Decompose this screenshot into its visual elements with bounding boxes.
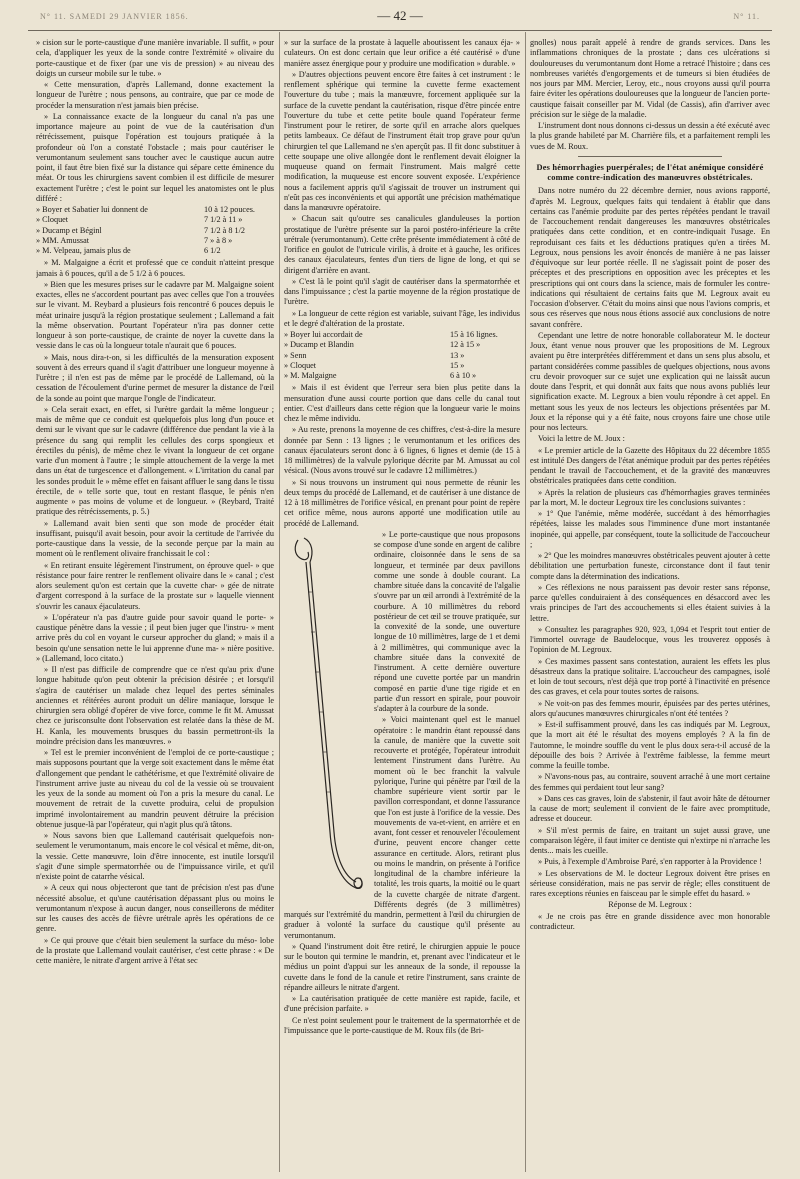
paragraph: Ce n'est point seulement pour le traitement de la spermatorrhée et de l'impuissance que le porte-caustique de M. Roux fils (de Bri- xyxy=(284,1015,520,1035)
table-cell-value: 15 à 16 lignes. xyxy=(450,330,498,339)
paragraph: « En retirant ensuite légèrement l'instrument, on éprouve quel- » que résistance pour faire rentrer le renflement olivaire dans le » canal ; c'est alors seulement qu'on est certain que la cuvette char- » gée de nitrate d'argent correspond à la surface de la prostate sur » laquelle viennent s'ouvrir les canaux éjaculateurs. xyxy=(36,560,274,611)
table-cell-value: 13 » xyxy=(450,350,465,360)
paragraph: » Tel est le premier inconvénient de l'emploi de ce porte-caustique ; mais supposons pourtant que la verge soit exactement dans le même état d'allongement que pendant le cathétérisme, et que l'extrémité olivaire de l'instrument arrive juste au niveau du col de la vessie où se trouvaient les yeux de la sonde au moment où l'on a pris la mesure du canal. Le mouvement de retrait de la cuvette produira, celui de propulsion imprimé involontairement au mandrin peuvent détruire la précision obtenue jusque-là par l'opérateur, qui n'agit plus qu'à tâtons. xyxy=(36,748,274,829)
paragraph: » cision sur le porte-caustique d'une manière invariable. Il suffit, » pour cela, d'appliquer les yeux de la sonde contre l'extrémité » olivaire du porte-caustique et de fixer (par une vis de pression) » au niveau des doigts un curseur mobile sur le tube. » xyxy=(36,38,274,78)
urethra-length-table xyxy=(36,205,274,256)
paragraph: » Nous savons bien que Lallemand cautérisait quelquefois non-seulement le verumontanum, mais encore le col vésical et même, dit-on, la vessie. Cette manœuvre, loin d'être innocente, est inutile lorsqu'il s'agit d'une simple spermatorrhée ou de l'impuissance virile, et qu'il n'existe point de catarrhe vésical. xyxy=(36,831,274,881)
paragraph: » N'avons-nous pas, au contraire, souvent arraché à une mort certaine des femmes qui perdaient tout leur sang? xyxy=(530,772,770,792)
paragraph: » La longueur de cette région est variable, suivant l'âge, les individus et le degré d'altération de la prostate. xyxy=(284,308,520,328)
table-cell-value: 10 à 12 pouces. xyxy=(204,205,255,214)
table-cell-name: » Cloquet xyxy=(284,360,317,370)
table-cell-name: » Cloquet xyxy=(36,215,69,225)
paragraph: » Ne voit-on pas des femmes mourir, épuisées par des pertes utérines, alors qu'aucunes manœuvres chirurgicales n'ont été tentées ? xyxy=(530,698,770,718)
section-rule xyxy=(578,156,722,157)
running-head-left: N° 11. SAMEDI 29 JANVIER 1856. xyxy=(40,12,189,21)
table-row xyxy=(284,371,520,381)
table-cell-name: » Ducamp et Béginl xyxy=(36,225,102,235)
table-row xyxy=(284,340,520,350)
paragraph: L'instrument dont nous donnons ci-dessus un dessin a été exécuté avec la plus grande habileté par M. Charrière fils, et a parfaitement rempli les vues de M. Roux. xyxy=(530,121,770,151)
reply-heading: Réponse de M. Legroux : xyxy=(608,900,692,910)
paragraph: » Mais il est évident que l'erreur sera bien plus petite dans la mensuration d'une aussi courte portion que dans celle du canal tout entier. C'est d'ailleurs dans cette région que la longueur varie le moins chez le même individu. xyxy=(284,383,520,423)
table-cell-name: » MM. Amussat xyxy=(36,235,89,245)
paragraph: » Cela serait exact, en effet, si l'urètre gardait la même longueur ; mais de même que ce conduit est quelquefois plus long d'un pouce et demi sur le vivant que sur le cadavre (différence due pendant la vie à la présence du sang qui remplit les cellules des corps spongieux et érectiles du pénis), de même chez le vivant la longueur de cet organe varie d'un moment à l'autre ; le simple attouchement de la verge la met dans un état de turgescence et d'allongement. « L'irritation du canal par les sondes produit le » même effet en faisant affluer le sang dans le tissu érectile, de » telle sorte que, tout en restant flasque, le pénis n'en augmente » pas moins de volume et de longueur. » (Reybard, Traité pratique des rétrécissements, p. 5.) xyxy=(36,404,274,517)
section-title: Des hémorrhagies puerpérales; de l'état anémique considéré comme contre-indication des manœuvres obstétricales. xyxy=(536,162,764,182)
instrument-shaft xyxy=(306,562,330,832)
paragraph: » Lallemand avait bien senti que son mode de procéder était insuffisant, puisqu'il avait besoin, pour avoir la certitude de l'arrivée du porte-caustique dans la vessie, de la seconde perçue par la main au moment où le renflement olivaire franchissait le col : xyxy=(36,518,274,559)
instrument-curve xyxy=(334,832,356,882)
paragraph: » Mais, nous dira-t-on, si les difficultés de la mensuration exposent souvent à des erreurs quand il s'agit d'attribuer une longueur moyenne à l'urètre ; il n'en est pas de même par le procédé de Lallemand, où la cessation de l'écoulement d'urine permet de mesurer la distance de l'œil de la sonde au point que marque l'ongle de l'indicateur. xyxy=(36,352,274,403)
paragraph: » Il n'est pas difficile de comprendre que ce n'est qu'au prix d'une longue habitude qu'on peut obtenir la précision désirée ; et lorsqu'il s'agira de cautériser un malade chez lequel des pertes séminales anciennes et réitérées auront produit un délire maniaque, lorsque le chirurgien sera obligé d'opérer de vive force, comme le fit M. Amussat chez ce jurisconsulte dont l'observation est relatée dans la thèse de M. H. Kanla, les mouvements brusques du bassin permettront-ils la moindre précision dans les manœuvres. » xyxy=(36,665,274,746)
paragraph: Cependant une lettre de notre honorable collaborateur M. le docteur Joux, étant venue nous prouver que les propositions de M. Legroux avaient pu être interprétées différemment et dans un sens plus absolu, et partant considérées comme passibles de quelques objections, nous avons cru devoir provoquer sur ce sujet une explication qui ne laissât aucun doute dans l'esprit, et qui donnât aux faits que nous avons publiés leur signification exacte. M. Legroux a bien voulu répondre à cet appel. En mettant sous les yeux de nos lecteurs les objections présentées par M. Joux et la réponse qui y a été faite, nous croyons faire une chose utile pour nos lecteurs. xyxy=(530,330,770,432)
paragraph: » Puis, à l'exemple d'Ambroise Paré, s'en rapporter à la Providence ! xyxy=(538,857,762,867)
paragraph: » Au reste, prenons la moyenne de ces chiffres, c'est-à-dire la mesure donnée par Senn : 13 lignes ; le verumontanum et les orifices des canaux éjaculateurs seront donc à 6 lignes, 6 lignes et demie (de 15 à 18 millimètres) de la valvule pylorique décrite par M. Amussat au col vésical. (Nous avons trouvé sur le cadavre 12 millimètres.) xyxy=(284,425,520,476)
table-row xyxy=(284,351,520,361)
paragraph: « Le premier article de la Gazette des Hôpitaux du 22 décembre 1855 est intitulé Des dangers de l'état anémique produit par des pertes répétées pendant le travail de l'accouchement, et de la gravité des manœuvres obstétricales pratiquées dans cette condition. xyxy=(530,445,770,486)
paragraph: » L'opérateur n'a pas d'autre guide pour savoir quand le porte- » caustique pénètre dans la vessie ; il peut bien juger que l'instru- » ment arrive près du col en voyant le curseur approcher du gland; » mais il a besoin qu'une sensation nette le lui apprenne d'une ma- » nière positive. » (Lallemand, loco citato.) xyxy=(36,612,274,663)
table-row xyxy=(36,205,274,215)
instrument-shaft xyxy=(310,562,334,832)
paragraph: Voici la lettre de M. Joux : xyxy=(538,434,625,444)
table-cell-name: » M. Malgaigne xyxy=(284,371,337,380)
paragraph: » C'est là le point qu'il s'agit de cautériser dans la spermatorrhée et dans l'impuissance ; c'est la partie moyenne de la région prostatique de l'urètre. xyxy=(284,276,520,307)
prostate-length-table xyxy=(284,330,520,381)
paragraph: » Le porte-caustique que nous proposons se compose d'une sonde en argent de calibre ordinaire, cloisonnée dans le sens de sa longueur, et terminée par deux pavillons comme une sonde à double courant. La chambre située dans la concavité de l'algalie s'ouvre par un œil arrondi à l'extrémité de la courbure. A 10 millimètres du rebord postérieur de cet œil se trouve pratiquée, sur la convexité de la sonde, une ouverture longue de 10 millimètres, large de 1 et demi à 2 millimètres, qui communique avec la chambre située dans la convexité de l'instrument. A cette dernière ouverture répond une cuvette portée par un mandrin composé en partie d'une tige rigide et en partie d'un ressort en spirale, pour pouvoir s'adapter à la courbure de la sonde. xyxy=(374,529,520,713)
paragraph: » D'autres objections peuvent encore être faites à cet instrument : le renflement sphérique qui termine la cuvette ferme exactement l'ouverture du tube ; mais la manœuvre, forcement appliquée sur la surface de la cuvette pendant la cautérisation, risque d'être pincée entre l'ouverture du tube et cette petite boule quand l'opérateur ferme l'instrument pour le retirer, de sorte qu'il en arrache alors quelques petits lambeaux. Ce défaut de l'instrument était trop grave pour qu'un chirurgien tel que Lallemand ne s'en aperçût pas. Il fit donc substituer à cette soupape une olive allongée dont le renflement devait éloigner la muqueuse quand on fermait l'instrument. Mais malgré cette modification, la muqueuse est encore souvent exposée. L'expérience nous a facilement appris qu'il s'agissait de trouver un instrument qui n'eût pas ces inconvénients et qui apportât une précision mathématique dans la manœuvre opératoire. xyxy=(284,69,520,212)
paragraph: » Quand l'instrument doit être retiré, le chirurgien appuie le pouce sur le bouton qui termine le mandrin, et, prenant avec l'indicateur et le médius un point d'appui sur les anneaux de la sonde, il repousse la cuvette dans le fond de la canule et retire l'instrument, sans crainte de répandre ailleurs le nitrate d'argent. xyxy=(284,941,520,992)
paragraph: » Consultez les paragraphes 920, 923, 1,094 et l'esprit tout entier de l'immortel ouvrage de Baudelocque, vous les trouverez opposés à l'opinion de M. Legroux. xyxy=(530,624,770,655)
paragraph: » A ceux qui nous objecteront que tant de précision n'est pas d'une nécessité absolue, et qu'une cautérisation dépassant plus ou moins le verumontanum n'expose à aucun danger, nous conseillerons de méditer sur les causes des accès de fièvre urétrale après les opérations de ce genre. xyxy=(36,883,274,934)
paragraph: » La connaissance exacte de la longueur du canal n'a pas une importance majeure au point de vue de la cautérisation d'un rétrécissement, puisque l'opération est toujours pratiquée à la profondeur où l'on a constaté l'obstacle ; mais pour cautériser le verumontanum seulement sans toucher avec le caustique aucun autre point, il faut être bien fixé sur la distance qui sépare cette éminence du méat. Or tous les chirurgiens savent combien il est difficile de mesurer exactement l'urètre ; c'est le point sur lequel les anatomistes ont le plus différé : xyxy=(36,111,274,203)
table-cell-value: 7 1/2 à 11 » xyxy=(204,215,243,225)
paragraph: » M. Malgaigne a écrit et professé que ce conduit n'atteint presque jamais à 6 pouces, qu'il a de 5 1/2 à 6 pouces. xyxy=(36,258,274,278)
table-cell-value: 7 1/2 à 8 1/2 xyxy=(204,225,245,235)
paragraph: » Ces maximes passent sans contestation, auraient les effets les plus désastreux dans la pratique solitaire. L'accoucheur des campagnes, isolé et loin de tout secours, n'est déjà que trop porté à l'inactivité en présence des cas graves, et cela pour toutes sortes de raisons. xyxy=(530,656,770,697)
table-cell-value: 6 à 10 » xyxy=(450,371,477,380)
paragraph: gnolles) nous paraît appelé à rendre de grands services. Dans les inflammations chroniques de la prostate ; dans ces ulcérations si douloureuses du verumontanum dont Home a retracé l'histoire ; dans ces nombreuses variétés d'engorgements et de tumeurs si bien étudiées de nos jours par MM. Mercier, Leroy, etc., nous croyons aussi qu'il pourra faire éviter les opérations douloureuses que la longueur de l'ancien porte-caustique faisait conseiller par M. Vidal (de Cassis), afin d'arriver avec précision sur le siège de la maladie. xyxy=(530,38,770,119)
paragraph: » Voici maintenant quel est le manuel opératoire : le mandrin étant repoussé dans la canule, de manière que la cuvette soit recouverte et protégée, l'opérateur introduit lentement l'instrument dans l'urètre. Au moment où le bec franchit la valvule pylorique, l'urine qui pénètre par l'œil de la chambre supérieure vient sortir par le pavillon correspondant, et donne l'assurance que l'on est juste à l'orifice de la vessie. Des mouvements de va-et-vient, en arrière et en avant, font cesser et renouveler l'écoulement d'urine, peuvent encore changer cette assurance en certitude. Alors, retirant plus ou moins le mandrin, on présente à l'orifice longitudinal de la chambre inférieure la totalité, les trois quarts, la moitié ou le quart de la cuvette chargée de nitrate d'argent. Différents degrés (de 3 millimètres) marqués sur l'extrémité du mandrin, permettent à l'œil du chirurgien de graduer à volonté la surface du caustique qu'il présente au verumontanum. xyxy=(284,715,520,940)
paragraph: » Dans ces cas graves, loin de s'abstenir, il faut avoir hâte de détourner la cause de mort; seulement il convient de le faire avec promptitude, adresse et douceur. xyxy=(530,793,770,824)
paragraph: « Cette mensuration, d'après Lallemand, donne exactement la longueur de l'urètre ; nous pensons, au contraire, que par ce mode de procéder la mensuration n'est jamais bien précise. xyxy=(36,80,274,110)
paragraph: » Ces réflexions ne nous paraissent pas devoir rester sans réponse, parce qu'elles conduiraient à des conséquences en désaccord avec les vrais principes de l'art des accouchements si elles étaient suivies à la lettre. xyxy=(530,582,770,623)
paragraph: » Ce qui prouve que c'était bien seulement la surface du méso- lobe de la prostate que Lallemand voulait cautériser, c'est cette phrase : « De cette manière, le nitrate d'argent arrive à l'état sec xyxy=(36,935,274,965)
paragraph: Dans notre numéro du 22 décembre dernier, nous avions rapporté, d'après M. Legroux, quelques faits qui tendaient à établir que dans certains cas l'anémie produite par des pertes répétées pendant le travail de l'accouchement rendait dangereuses les manœuvres obstétricales pratiquées dans cette condition, et en contre-indiquait l'usage. En reproduisant ces faits et les déductions pratiques qu'en a tirées M. Legroux, nous pensions les avoir énoncés de manière à ne pas laisser d'équivoque sur leur portée réelle. Il ne s'agissait point de poser des préceptes et des prescriptions en opposition avec les préceptes et les prescriptions qui ont cours dans la science, mais de formuler les contre-indications qui résultaient de certains faits que M. Legroux avait eu l'occasion d'observer. C'était du moins ainsi que nous l'avions compris, et sous ces réserves que nous nous étions associé aux conclusions de notre savant confrère. xyxy=(530,186,770,329)
paragraph: » Bien que les mesures prises sur le cadavre par M. Malgaigne soient exactes, elles ne s'accordent pourtant pas avec celles que l'on a trouvées sur le vivant. M. Reybard a plusieurs fois rencontré 6 pouces depuis le méat urinaire jusqu'à la région prostatique seulement ; Lallemand a fait la même observation. Pourtant l'opérateur n'ira pas donner cette longueur à son porte-caustique, de crainte de noyer la cuvette dans la vessie dans le cas où la longueur totale n'aurait que 6 pouces. xyxy=(36,279,274,351)
column-1 xyxy=(36,38,274,1168)
paragraph: » Les observations de M. le docteur Legroux doivent être prises en sérieuse considération, mais ne pas servir de règle; elles constituent de rares exceptions réunies en faisceau par le simple effet du hasard. » xyxy=(530,868,770,898)
table-cell-value: 7 » à 8 » xyxy=(204,235,233,245)
column-divider xyxy=(525,32,526,1172)
table-row xyxy=(36,226,274,236)
paragraph: » La cautérisation pratiquée de cette manière est rapide, facile, et d'une précision parfaite. » xyxy=(284,994,520,1014)
paragraph: « Je ne crois pas être en grande dissidence avec mon honorable contradicteur. xyxy=(530,911,770,931)
table-cell-value: 15 » xyxy=(450,360,465,370)
column-3 xyxy=(530,38,770,1168)
instrument-tip xyxy=(354,878,362,888)
table-row xyxy=(36,236,274,246)
column-divider xyxy=(279,32,280,1172)
instrument-drawing xyxy=(284,532,368,902)
paragraph: » Chacun sait qu'outre ses canalicules glanduleuses la portion prostatique de l'urètre présente sur la paroi postéro-inférieure la crête urétrale (verumontanum). Cette crête présente immédiatement à côté de l'orifice en goulot de l'utricule virilis, à droite et à gauche, les orifices des canaux éjaculateurs, fentes d'un tiers de ligne de long, et qui se dirigent d'arrière en avant. xyxy=(284,214,520,275)
table-cell-name: » Boyer lui accordait de xyxy=(284,330,363,339)
table-row xyxy=(36,215,274,225)
table-cell-name: » M. Velpeau, jamais plus de xyxy=(36,246,131,255)
table-cell-name: » Ducamp et Blandin xyxy=(284,340,354,350)
paragraph: » Si nous trouvons un instrument qui nous permette de réunir les deux temps du procédé de Lallemand, et de cautériser à une distance de 12 à 18 millimètres de l'orifice vésical, en prenant pour point de repère cet orifice même, nous aurons apporté une modification utile au procédé de Lallemand. xyxy=(284,477,520,528)
table-row xyxy=(284,361,520,371)
table-row xyxy=(284,330,520,340)
running-head xyxy=(0,8,800,30)
table-cell-name: » Senn xyxy=(284,350,307,360)
table-cell-name: » Boyer et Sabatier lui donnent de xyxy=(36,205,148,214)
paragraph: » sur la surface de la prostate à laquelle aboutissent les canaux éja- » culateurs. On est donc certain que leur orifice a été cautérisé » d'une manière assez énergique pour y produire une modification » durable. » xyxy=(284,38,520,68)
instrument-ring xyxy=(295,540,308,560)
paragraph: » Est-il suffisamment prouvé, dans les cas indiqués par M. Legroux, que la mort ait été le résultat des moyens employés ? A la fin de l'automne, le moindre souffle du vent le plus doux sera-t-il accusé de la dépouille des bois ? Arrivée à l'extrême faiblesse, la femme meurt comme la feuille tombe. xyxy=(530,720,770,770)
table-row xyxy=(36,246,274,256)
running-head-right: N° 11. xyxy=(733,12,760,21)
table-cell-value: 6 1/2 xyxy=(204,246,221,255)
paragraph: » S'il m'est permis de faire, en traitant un sujet aussi grave, une comparaison légère, il faut imiter ce dentiste qui n'extirpe ni n'arrache les dents... mais les cueille. xyxy=(530,825,770,855)
porte-caustique-illustration xyxy=(284,532,368,902)
paragraph: » 2° Que les moindres manœuvres obstétricales peuvent ajouter à cette débilitation une perturbation funeste, circonstance dont il faut tenir compte dans la détermination des indications. xyxy=(530,551,770,581)
table-cell-value: 12 à 15 » xyxy=(450,340,481,350)
page-number: — 42 — xyxy=(377,8,423,23)
paragraph: » 1° Que l'anémie, même modérée, succédant à des hémorrhagies répétées, laisse les malades sous l'imminence d'une mort instantanée inopinée, qui appelle, par conséquent, toute la sollicitude de l'accoucheur ; xyxy=(530,509,770,549)
column-2 xyxy=(284,38,520,1168)
paragraph: » Après la relation de plusieurs cas d'hémorrhagies graves terminées par la mort, M. le docteur Legroux tire les conclusions suivantes : xyxy=(530,487,770,507)
header-rule xyxy=(28,30,772,31)
